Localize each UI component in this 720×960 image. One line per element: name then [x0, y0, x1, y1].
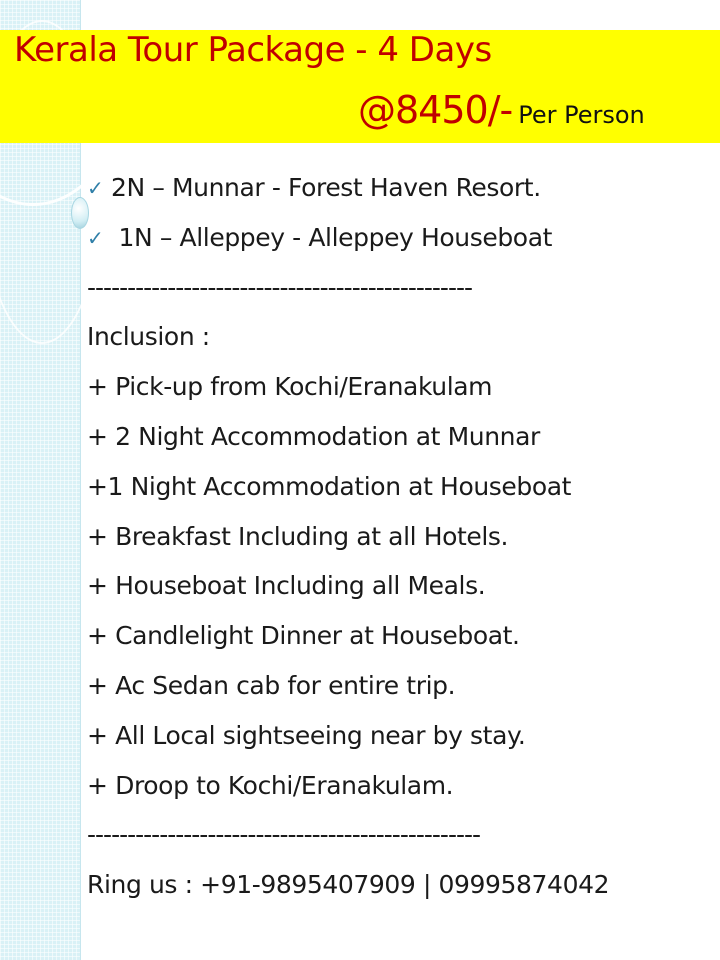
- inclusion-item: + Ac Sedan cab for entire trip.: [87, 670, 456, 700]
- inclusion-item: + Droop to Kochi/Eranakulam.: [87, 770, 454, 800]
- check-icon: ✓: [87, 225, 104, 250]
- price-unit: Per Person: [518, 101, 645, 129]
- inclusion-heading: Inclusion :: [87, 322, 210, 352]
- stay-item: [87, 163, 707, 213]
- page-title: Kerala Tour Package - 4 Days: [14, 30, 492, 70]
- inclusion-item: +1 Night Accommodation at Houseboat: [87, 471, 572, 501]
- stay-item: [87, 213, 707, 263]
- package-details: [87, 163, 707, 910]
- inclusion-item: + All Local sightseeing near by stay.: [87, 720, 526, 750]
- inclusion-item: + Candlelight Dinner at Houseboat.: [87, 621, 520, 651]
- inclusion-item: + 2 Night Accommodation at Munnar: [87, 421, 540, 451]
- decorative-side-strip: [0, 0, 81, 960]
- check-icon: ✓: [87, 176, 104, 200]
- inclusion-item: + Pick-up from Kochi/Eranakulam: [87, 372, 493, 402]
- contact-line: Ring us : +91-9895407909 | 09995874042: [87, 870, 610, 900]
- divider: -------------------------------------------------: [87, 820, 481, 850]
- stay-text: 2N – Munnar - Forest Haven Resort.: [111, 173, 541, 202]
- price-value: @8450/-: [358, 88, 513, 132]
- divider: ------------------------------------------------: [87, 272, 473, 302]
- stay-text: 1N – Alleppey - Alleppey Houseboat: [111, 222, 553, 252]
- inclusion-item: + Breakfast Including at all Hotels.: [87, 521, 509, 551]
- inclusion-item: + Houseboat Including all Meals.: [87, 571, 486, 601]
- price-line: [358, 88, 645, 132]
